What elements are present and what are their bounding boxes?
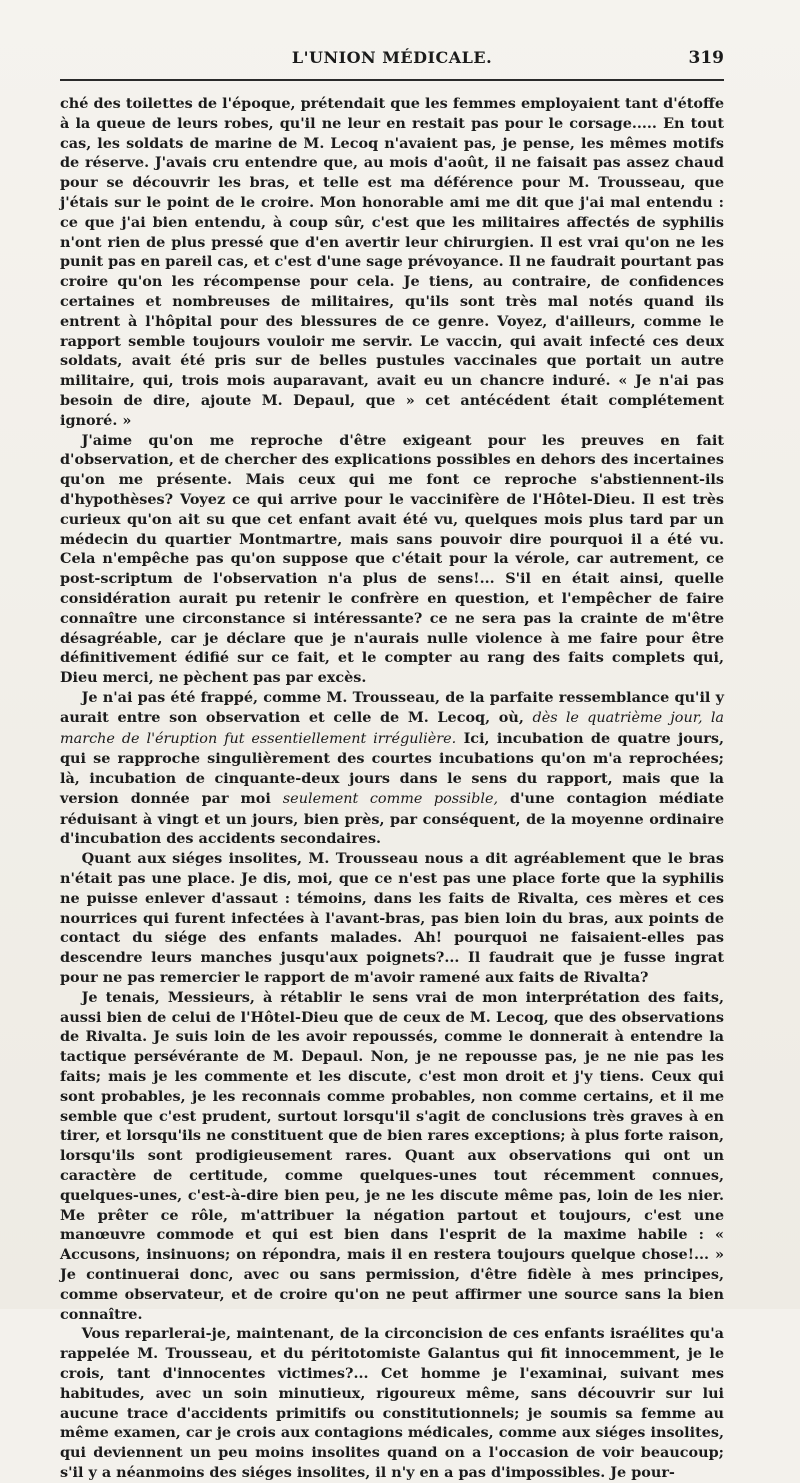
italic-quote: dès le quatrième jour, la marche de l'éruption fut essentiellement irrégulière. xyxy=(60,709,725,747)
italic-emphasis: seulement comme possible, xyxy=(282,790,499,807)
paragraph: Je n'ai pas été frappé, comme M. Trousseau, de la parfaite ressemblance qu'il y aurait entre son observation et celle de M. Lecoq, où, dès le quatrième jour, la marche de l'éruption fut essentiellement irrégulière. Ici, incubation de quatre jours, qui se rapproche singulièrement des courtes incubations qu'on m'a reprochées; là, incubation de cinquante-deux jours dans le sens du rapport, mais que la version donnée par moi seulement comme possible, d'une contagion médiate réduisant à vingt et un jours, bien près, par conséquent, de la moyenne ordinaire d'incubation des accidents secondaires. xyxy=(60,688,725,848)
header-rule xyxy=(60,79,724,81)
paragraph: Vous reparlerai-je, maintenant, de la circoncision de ces enfants israélites qu'a rappelée M. Trousseau, et du péritotomiste Galantus qui fit innocemment, je le crois, tant d'innocentes victimes?... Cet homme je l'examinai, suivant mes habitudes, avec un soin minutieux, rigoureux même, sans découvrir sur lui aucune trace d'accidents primitifs ou constitutionnels; je soumis sa femme au même examen, car je crois aux contagions médicales, comme aux siéges insolites, qui deviennent un peu moins insolites quand on a l'occasion de voir beaucoup; s'il y a néanmoins des siéges insolites, il n'y en a pas d'impossibles. Je pour- xyxy=(60,1325,724,1481)
page-number: 319 xyxy=(688,48,724,68)
running-title: L'UNION MÉDICALE. xyxy=(291,48,493,67)
paragraph: Quant aux siéges insolites, M. Trousseau nous a dit agréablement que le bras n'était pas une place. Je dis, moi, que ce n'est pas une place forte que la syphilis ne puisse enlever d'assaut : témoins, dans les faits de Rivalta, ces mères et ces nourrices qui furent infectées à l'avant-bras, pas bien loin du bras, aux points de contact du siége des enfants malades. Ah! pourquoi ne faisaient-elles pas descendre leurs manches jusqu'aux poignets?... Il faudrait que je fusse ingrat pour ne pas remercier le rapport de m'avoir ramené aux faits de Rivalta? xyxy=(60,850,724,987)
paragraph: ché des toilettes de l'époque, prétendait que les femmes employaient tant d'étoffe à la queue de leurs robes, qu'il ne leur en restait pas pour le corsage..... En tout cas, les soldats de marine de M. Lecoq n'avaient pas, je pense, les mêmes motifs de réserve. J'avais cru entendre que, au mois d'août, il ne faisait pas assez chaud pour se découvrir les bras, et telle est ma déférence pour M. Trousseau, que j'étais sur le point de le croire. Mon honorable ami me dit que j'ai mal entendu : ce que j'ai bien entendu, à coup sûr, c'est que les militaires affectés de syphilis n'ont rien de plus pressé que d'en avertir leur chirurgien. Il est vrai qu'on ne les punit pas en pareil cas, et c'est d'une sage prévoyance. Il ne faudrait pourtant pas croire qu'on les récompense pour cela. Je tiens, au contraire, de confidences certaines et nombreuses de militaires, qu'ils sont très mal notés quand ils entrent à l'hôpital pour des blessures de ce genre. Voyez, d'ailleurs, comme le rapport semble toujours vouloir me servir. Le vaccin, qui avait infecté ces deux soldats, avait été pris sur de belles pustules vaccinales que portait un autre militaire, qui, trois mois auparavant, avait eu un chancre induré. « Je n'ai pas besoin de dire, ajoute M. Depaul, que » cet antécédent était complétement ignoré. » xyxy=(60,95,724,429)
page-header xyxy=(60,48,724,76)
paragraph: J'aime qu'on me reproche d'être exigeant pour les preuves en fait d'observation, et de chercher des explications possibles en dehors des incertaines qu'on me présente. Mais ceux qui me font ce reproche s'abstiennent-ils d'hypothèses? Voyez ce qui arrive pour le vaccinifère de l'Hôtel-Dieu. Il est très curieux qu'on ait su que cet enfant avait été vu, quelques mois plus tard par un médecin du quartier Montmartre, mais sans pouvoir dire pourquoi il a été vu. Cela n'empêche pas qu'on suppose que c'était pour la vérole, car autrement, ce post-scriptum de l'observation n'a plus de sens!... S'il en était ainsi, quelle considération aurait pu retenir le confrère en question, et l'empêcher de faire connaître une circonstance si intéressante? ce ne sera pas la crainte de m'être désagréable, car je déclare que je n'aurais nulle violence à me faire pour être définitivement édifié sur ce fait, et le compter au rang des faits complets qui, Dieu merci, ne pèchent pas par excès. xyxy=(60,431,724,687)
body-text xyxy=(60,94,725,1481)
paragraph: Je tenais, Messieurs, à rétablir le sens vrai de mon interprétation des faits, aussi bien de celui de l'Hôtel-Dieu que de ceux de M. Lecoq, que des observations de Rivalta. Je suis loin de les avoir repoussés, comme le donnerait à entendre la tactique persévérante de M. Depaul. Non, je ne repousse pas, je ne nie pas les faits; mais je les commente et les discute, c'est mon droit et j'y tiens. Ceux qui sont probables, je les reconnais comme probables, non comme certains, et il me semble que c'est prudent, surtout lorsqu'il s'agit de conclusions très graves à en tirer, et lorsqu'ils ne constituent que de bien rares exceptions; à plus forte raison, lorsqu'ils sont prodigieusement rares. Quant aux observations qui ont un caractère de certitude, comme quelques-unes tout récemment connues, quelques-unes, c'est-à-dire bien peu, je ne les discute même pas, loin de les nier. Me prêter ce rôle, m'attribuer la négation partout et toujours, c'est une manœuvre commode et qui est bien dans l'esprit de la maxime habile : « Accusons, insinuons; on répondra, mais il en restera toujours quelque chose!... » Je continuerai donc, avec ou sans permission, d'être fidèle à mes principes, comme observateur, et de croire qu'on ne peut affirmer une source sans la bien connaître. xyxy=(60,988,724,1323)
